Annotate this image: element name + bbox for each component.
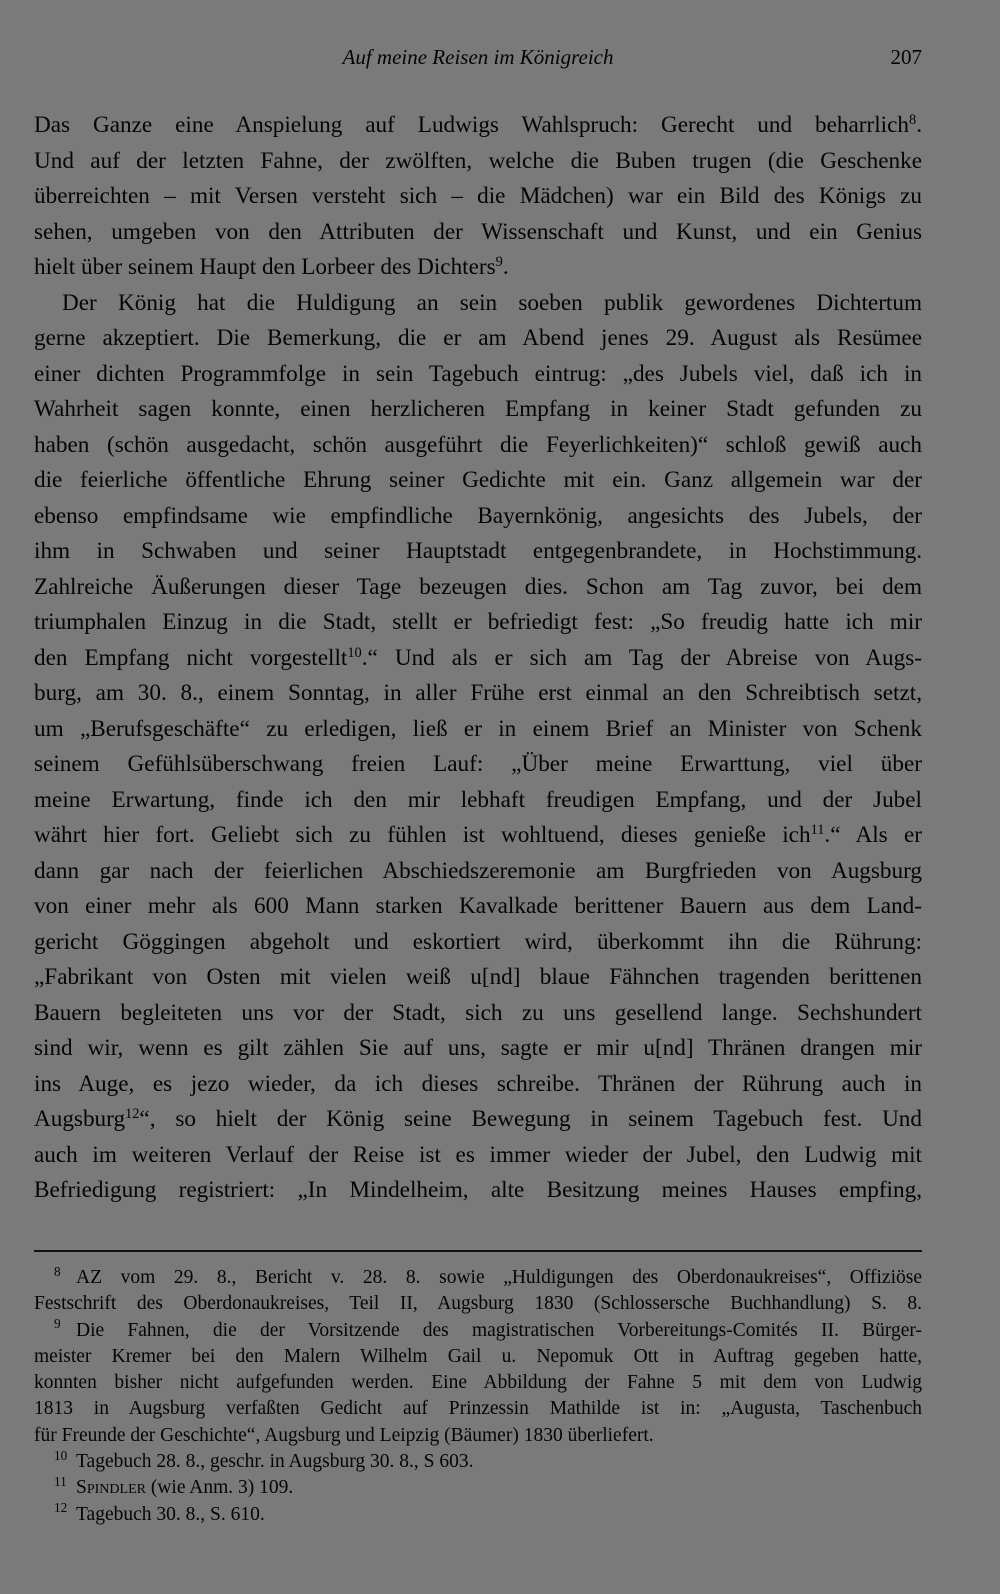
footnote-line: 11 Spindler (wie Anm. 3) 109. xyxy=(54,1475,294,1499)
text-line: ihm in Schwaben und seiner Hauptstadt entgegenbrandete, in Hochstimmung. xyxy=(34,538,922,564)
footnote-line: 8 AZ vom 29. 8., Bericht v. 28. 8. sowie „Huldigungen des Oberdonaukreises“, Offiziöse xyxy=(54,1265,922,1288)
text-line: Bauern begleiteten uns vor der Stadt, sich zu uns gesellend lange. Sechshundert xyxy=(34,999,922,1026)
text-line: gericht Göggingen abgeholt und eskortiert wird, überkommt ihn die Rührung: xyxy=(34,928,922,955)
text-line: ebenso empfindsame wie empfindliche Bayernkönig, angesichts des Jubels, der xyxy=(34,502,922,529)
footnote-line: 10 Tagebuch 28. 8., geschr. in Augsburg 30. 8., S 603. xyxy=(54,1449,474,1473)
text-line: Der König hat die Huldigung an sein soeben publik gewordenes Dichtertum xyxy=(62,289,922,316)
text-line: dann gar nach der feierlichen Abschiedszeremonie am Burgfrieden von Augsburg xyxy=(34,857,922,884)
footnote-line: 1813 in Augsburg verfaßten Gedicht auf Prinzessin Mathilde ist in: „Augusta, Taschenbuch xyxy=(34,1398,922,1420)
text-line: gerne akzeptiert. Die Bemerkung, die er am Abend jenes 29. August als Resümee xyxy=(34,325,922,351)
text-line: die feierliche öffentliche Ehrung seiner Gedichte mit ein. Ganz allgemein war der xyxy=(34,467,922,493)
text-line: seinem Gefühlsüberschwang freien Lauf: „Über meine Erwarttung, viel über xyxy=(34,751,922,777)
footnote-line: für Freunde der Geschichte“, Augsburg und Leipzig (Bäumer) 1830 überliefert. xyxy=(34,1424,654,1446)
text-line: einer dichten Programmfolge in sein Tagebuch eintrug: „des Jubels viel, daß ich in xyxy=(34,360,922,387)
footnote-ref: 12 xyxy=(125,1106,140,1123)
text-line: auch im weiteren Verlauf der Reise ist es immer wieder der Jubel, den Ludwig mit xyxy=(34,1141,922,1168)
footnote-line: 9 Die Fahnen, die der Vorsitzende des magistratischen Vorbereitungs-Comités II. Bürger- xyxy=(54,1317,922,1341)
footnote-ref: 9 xyxy=(495,254,503,271)
text-line: Befriedigung registriert: „In Mindelheim, alte Besitzung meines Hauses empfing, xyxy=(34,1177,922,1203)
footnote-line: 12 Tagebuch 30. 8., S. 610. xyxy=(54,1501,265,1525)
text-line: Wahrheit sagen konnte, einen herzlicheren Empfang in keiner Stadt gefunden zu xyxy=(34,396,922,422)
text-line: den Empfang nicht vorgestellt$^{10}$.“ Und als er sich am Tag der Abreise von Augs- xyxy=(34,644,922,671)
page-header xyxy=(34,40,922,74)
footnote-line: konnten bisher nicht aufgefunden werden. Eine Abbildung der Fahne 5 mit dem von Ludwig xyxy=(34,1372,922,1394)
text-line: Das Ganze eine Anspielung auf Ludwigs Wahlspruch: Gerecht und beharrlich$^8$. xyxy=(34,112,922,138)
text-line: burg, am 30. 8., einem Sonntag, in aller Frühe erst einmal an den Schreibtisch setzt, xyxy=(34,680,922,706)
footnotes xyxy=(34,1265,922,1528)
text-line: Zahlreiche Äußerungen dieser Tage bezeugen dies. Schon am Tag zuvor, bei dem xyxy=(34,573,922,600)
footnote-ref: 8 xyxy=(909,112,917,129)
text-line: überreichten – mit Versen versteht sich – die Mädchen) war ein Bild des Königs zu xyxy=(34,183,922,209)
text-line: meine Erwartung, finde ich den mir lebhaft freudigen Empfang, und der Jubel xyxy=(34,786,922,813)
page-number: 207 xyxy=(890,45,922,69)
footnote-divider xyxy=(34,1250,922,1252)
text-line: ins Auge, es jezo wieder, da ich dieses schreibe. Thränen der Rührung auch in xyxy=(34,1070,922,1097)
text-line: sind wir, wenn es gilt zählen Sie auf uns, sagte er mir u[nd] Thränen drangen mir xyxy=(34,1035,922,1061)
text-line: Und auf der letzten Fahne, der zwölften, welche die Buben trugen (die Geschenke xyxy=(34,147,922,174)
text-line: hielt über seinem Haupt den Lorbeer des Dichters$^9$. xyxy=(34,254,509,280)
footnote-line: meister Kremer bei den Malern Wilhelm Gail u. Nepomuk Ott in Auftrag gegeben hatte, xyxy=(34,1345,922,1367)
main-text xyxy=(34,108,922,1209)
text-line: sehen, umgeben von den Attributen der Wissenschaft und Kunst, und ein Genius xyxy=(34,218,922,245)
text-line: um „Berufsgeschäfte“ zu erledigen, ließ er in einem Brief an Minister von Schenk xyxy=(34,715,922,742)
text-line: währt hier fort. Geliebt sich zu fühlen ist wohltuend, dieses genieße ich$^{11}$.“ Als er xyxy=(34,822,922,848)
author-name: Spindler xyxy=(76,1477,146,1499)
footnote-ref: 11 xyxy=(810,822,825,839)
text-line: Augsburg$^{12}$“, so hielt der König seine Bewegung in seinem Tagebuch fest. Und xyxy=(34,1106,922,1132)
text-line: „Fabrikant von Osten mit vielen weiß u[nd] blaue Fähnchen tragenden berittenen xyxy=(34,964,922,990)
footnote-ref: 10 xyxy=(347,644,362,661)
running-title: Auf meine Reisen im Königreich xyxy=(342,45,614,69)
text-line: triumphalen Einzug in die Stadt, stellt er befriedigt fest: „So freudig hatte ich mir xyxy=(34,609,922,635)
footnote-line: Festschrift des Oberdonaukreises, Teil II, Augsburg 1830 (Schlossersche Buchhandlung) S. 8. xyxy=(34,1293,922,1315)
text-line: von einer mehr als 600 Mann starken Kavalkade berittener Bauern aus dem Land- xyxy=(34,893,922,919)
text-line: haben (schön ausgedacht, schön ausgeführt die Feyerlichkeiten)“ schloß gewiß auch xyxy=(34,431,922,458)
